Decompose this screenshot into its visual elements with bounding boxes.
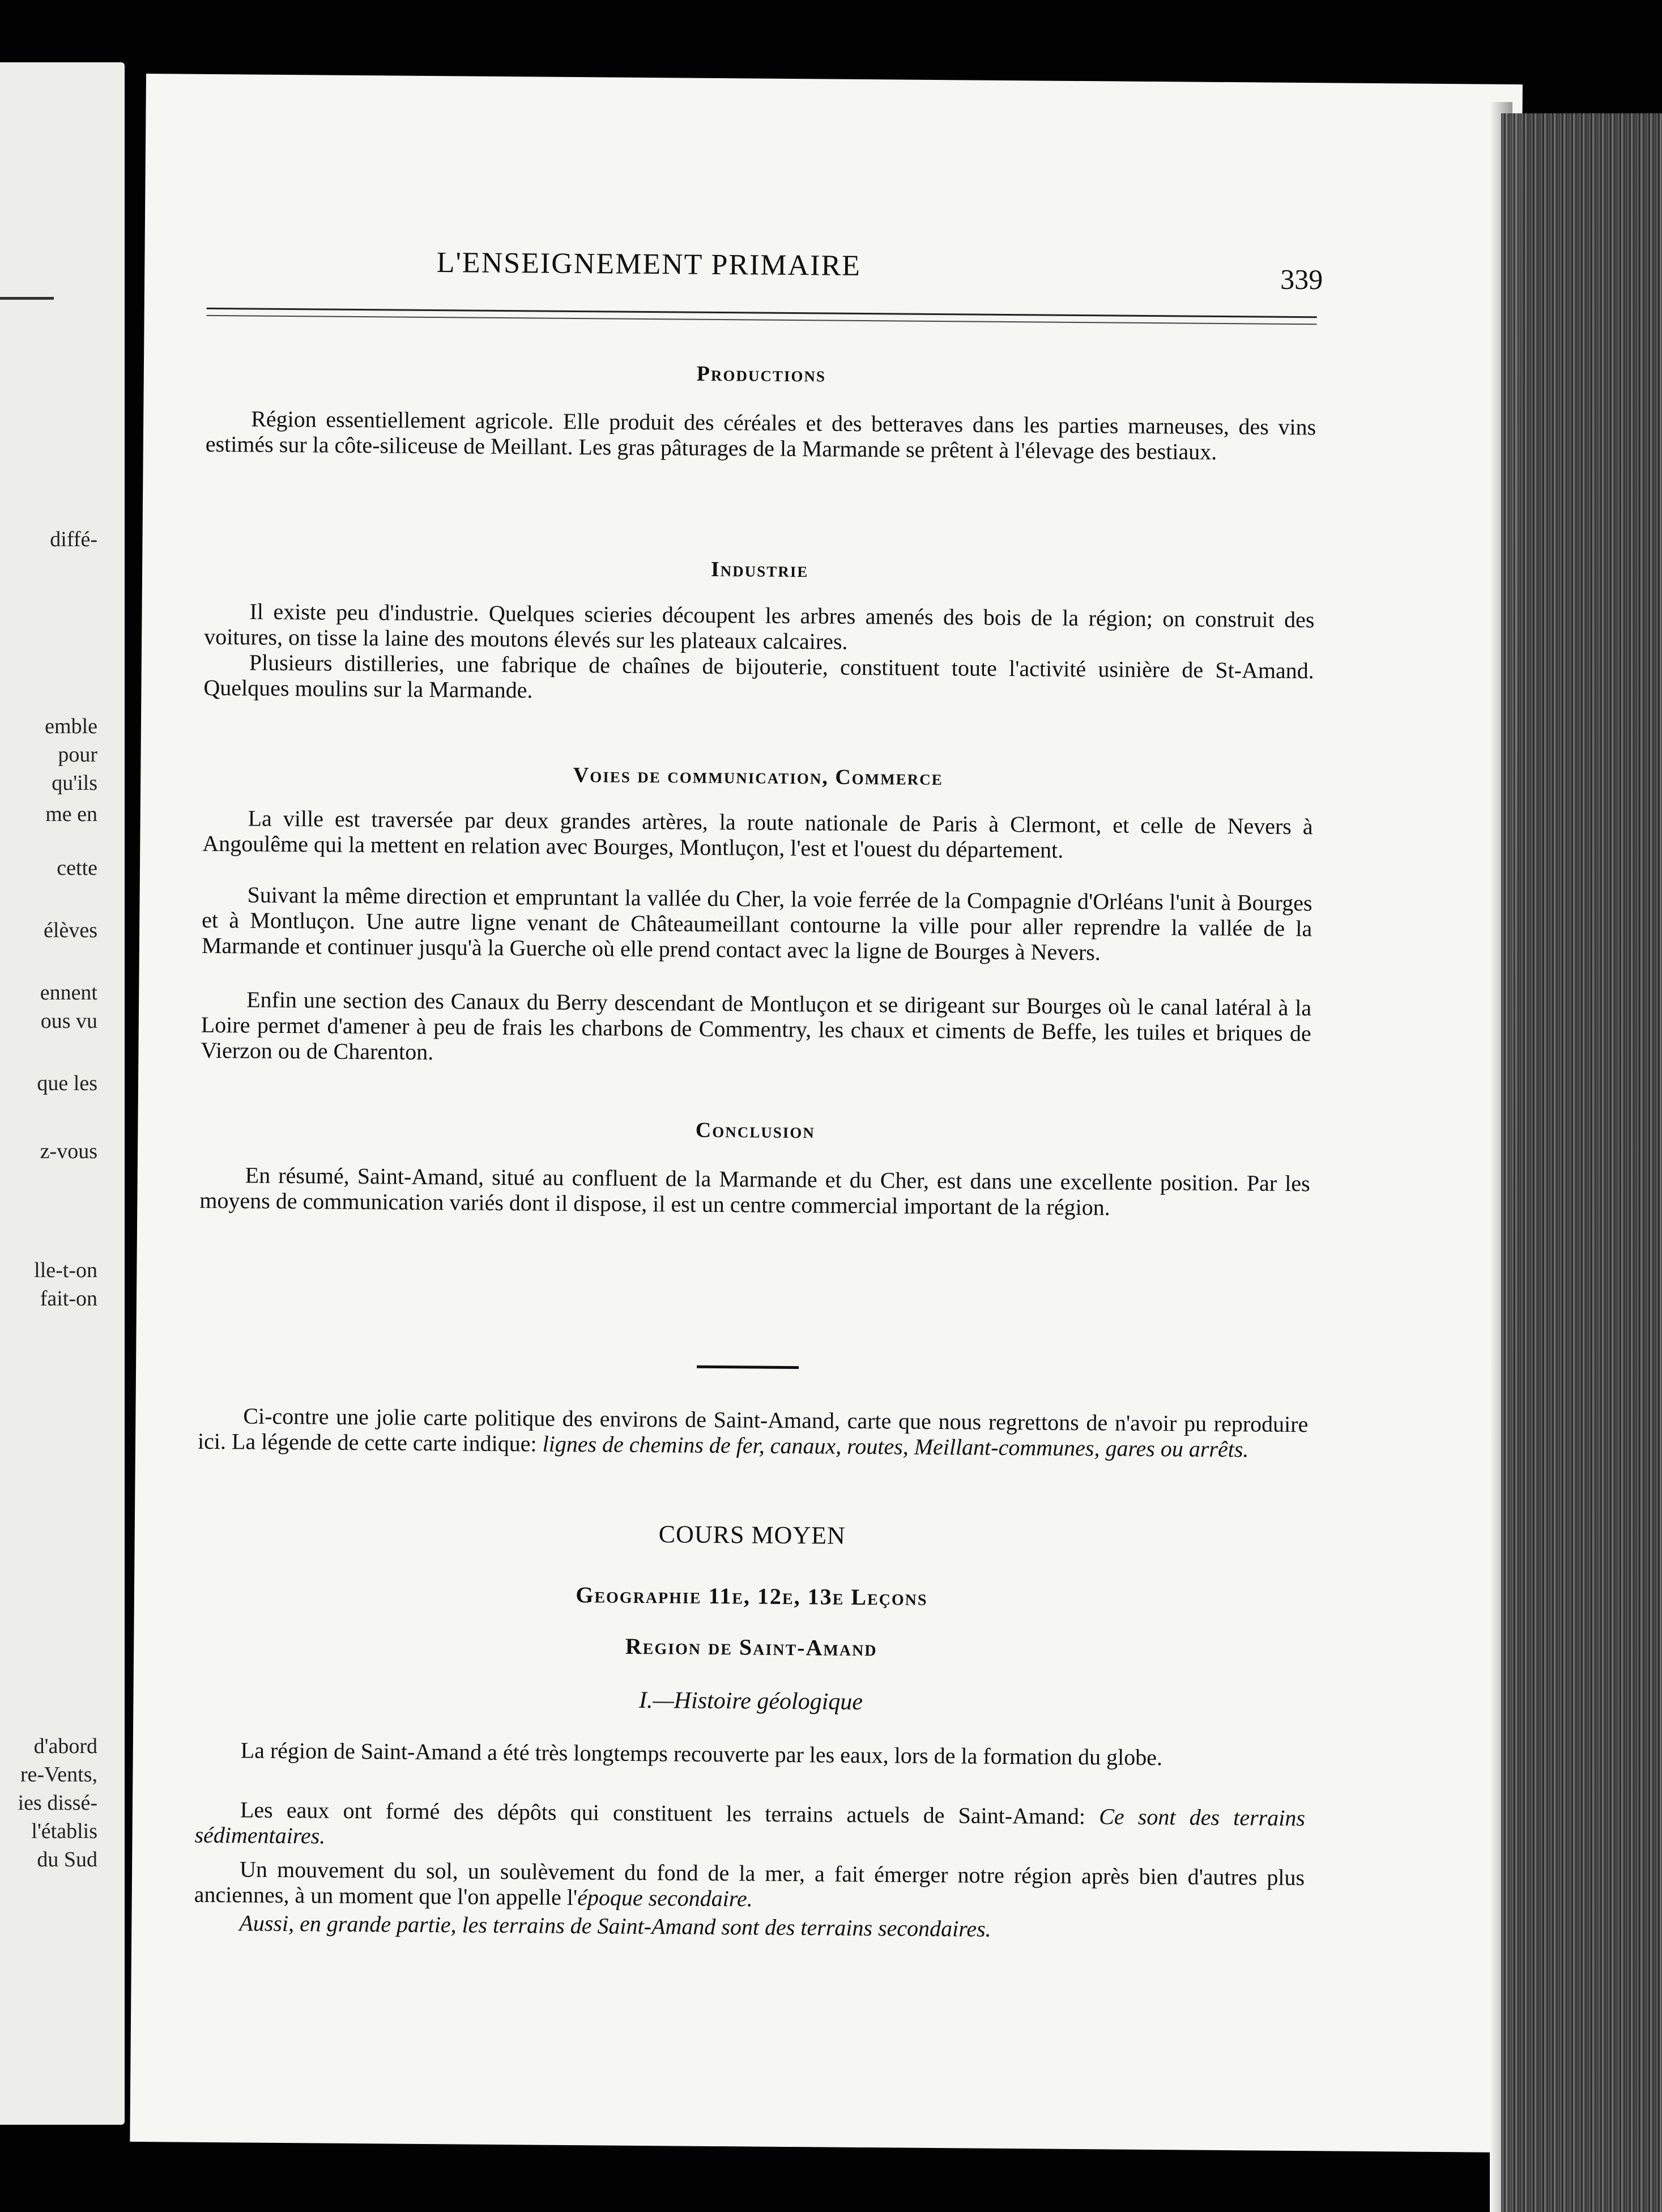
main-page: [130, 74, 1523, 2153]
paragraph-geologie-3: [194, 1856, 1305, 1916]
left-fragment: pour: [58, 743, 97, 767]
left-fragment: ous vu: [40, 1009, 97, 1033]
left-fragment: fait-on: [40, 1287, 97, 1311]
paragraph-geologie-1: La région de Saint-Amand a été très longtemps recouverte par les eaux, lors de la formation du globe.: [240, 1737, 1163, 1771]
geologie-3-emphasis: époque secondaire.: [577, 1885, 753, 1912]
paragraph-voies-1: La ville est traversée par deux grandes artères, la route nationale de Paris à Clermont, et celle de Nevers à Angoulême qui la mettent en relation avec Bourges, Montluçon, l'est et l'ouest du département.: [202, 805, 1313, 863]
geologie-3-text: Un mouvement du sol, un soulèvement du fond de la mer, a fait émerger notre région après bien d'autres plus anciennes, à un moment que l'on appelle l': [194, 1856, 1305, 1911]
left-fragment: diffé-: [50, 528, 97, 551]
paragraph-industrie-1: Il existe peu d'industrie. Quelques scieries découpent les arbres amenés des bois de la région; on construit des voitures, on tisse la laine des moutons élevés sur les plateaux calcaires.: [204, 598, 1315, 654]
running-title: L'ENSEIGNEMENT PRIMAIRE: [436, 246, 862, 282]
heading-voies: Voies de communication, Commerce: [573, 763, 943, 790]
left-fragment: ies dissé-: [18, 1791, 97, 1815]
heading-conclusion: Conclusion: [695, 1118, 816, 1143]
left-page-edge: [0, 62, 125, 2125]
heading-histoire-geologique: I.—Histoire géologique: [638, 1687, 863, 1716]
heading-cours-moyen: COURS MOYEN: [658, 1520, 846, 1550]
paragraph-geologie-2: [194, 1797, 1305, 1856]
left-page-rule: [0, 297, 54, 300]
page-number: 339: [1280, 263, 1323, 296]
header-rule: [207, 308, 1317, 325]
heading-geographie: Geographie 11e, 12e, 13e Leçons: [576, 1582, 928, 1610]
heading-region: Region de Saint-Amand: [625, 1633, 877, 1661]
page-content: [194, 74, 1323, 1942]
left-fragment: que les: [37, 1071, 97, 1095]
map-note-legend: lignes de chemins de fer, canaux, routes, Meillant-communes, gares ou arrêts.: [542, 1431, 1249, 1462]
section-separator: [697, 1366, 799, 1369]
geologie-2-text: Les eaux ont formé des dépôts qui constituent les terrains actuels de Saint-Amand:: [240, 1797, 1100, 1830]
left-fragment: l'établis: [31, 1819, 97, 1843]
left-fragment: du Sud: [37, 1848, 97, 1871]
left-fragment: cette: [57, 856, 97, 880]
left-fragment: z-vous: [40, 1139, 97, 1163]
left-fragment: qu'ils: [52, 771, 97, 795]
left-fragment: emble: [45, 714, 97, 738]
heading-productions: Productions: [696, 361, 826, 387]
running-head: [207, 244, 1323, 298]
geologie-2-emphasis: Ce sont des terrains sédimentaires.: [194, 1803, 1306, 1849]
paragraph-voies-3: Enfin une section des Canaux du Berry descendant de Montluçon et se dirigeant sur Bourges où le canal latéral à la Loire permet d'amener à peu de frais les charbons de Commentry, les chaux et ciments de Beffe, les tuiles et briques de Vierzon ou de Charenton.: [201, 986, 1312, 1065]
paragraph-conclusion: En résumé, Saint-Amand, situé au confluent de la Marmande et du Cher, est dans une excellente position. Par les moyens de communication variés dont il dispose, il est un centre commercial important de la région.: [199, 1162, 1310, 1220]
heading-industrie: Industrie: [710, 557, 809, 582]
left-fragment: ennent: [40, 981, 97, 1005]
paragraph-voies-2: Suivant la même direction et empruntant la vallée du Cher, la voie ferrée de la Compagnie d'Orléans l'unit à Bourges et à Montluçon. Une autre ligne venant de Châteaumeillant contourne la ville pour aller reprendre la vallée de la Marmande et continuer jusqu'à la Guerche où elle prend contact avec la ligne de Bourges à Nevers.: [201, 882, 1312, 965]
map-note-text: Ci-contre une jolie carte politique des environs de Saint-Amand, carte que nous regrettons de n'avoir pu reproduire ici. La légende de cette carte indique:: [197, 1403, 1309, 1457]
left-fragment: lle-t-on: [34, 1258, 97, 1282]
paragraph-geologie-4: Aussi, en grande partie, les terrains de Saint-Amand sont des terrains secondaires.: [239, 1910, 991, 1942]
paragraph-industrie-2: Plusieurs distilleries, une fabrique de chaînes de bijouterie, constituent toute l'activité usinière de St-Amand. Quelques moulins sur la Marmande.: [203, 649, 1314, 703]
paragraph-map-note: [198, 1403, 1309, 1462]
left-fragment: élèves: [44, 918, 97, 942]
book-binding: [1501, 113, 1662, 2212]
paragraph-productions: Région essentiellement agricole. Elle produit des céréales et des betteraves dans les parties marneuses, des vins estimés sur la côte-siliceuse de Meillant. Les gras pâturages de la Marmande se prêtent à l'élevage des bestiaux.: [205, 406, 1316, 465]
left-fragment: re-Vents,: [20, 1763, 97, 1786]
left-fragment: me en: [45, 802, 97, 826]
left-fragment: d'abord: [33, 1734, 97, 1758]
